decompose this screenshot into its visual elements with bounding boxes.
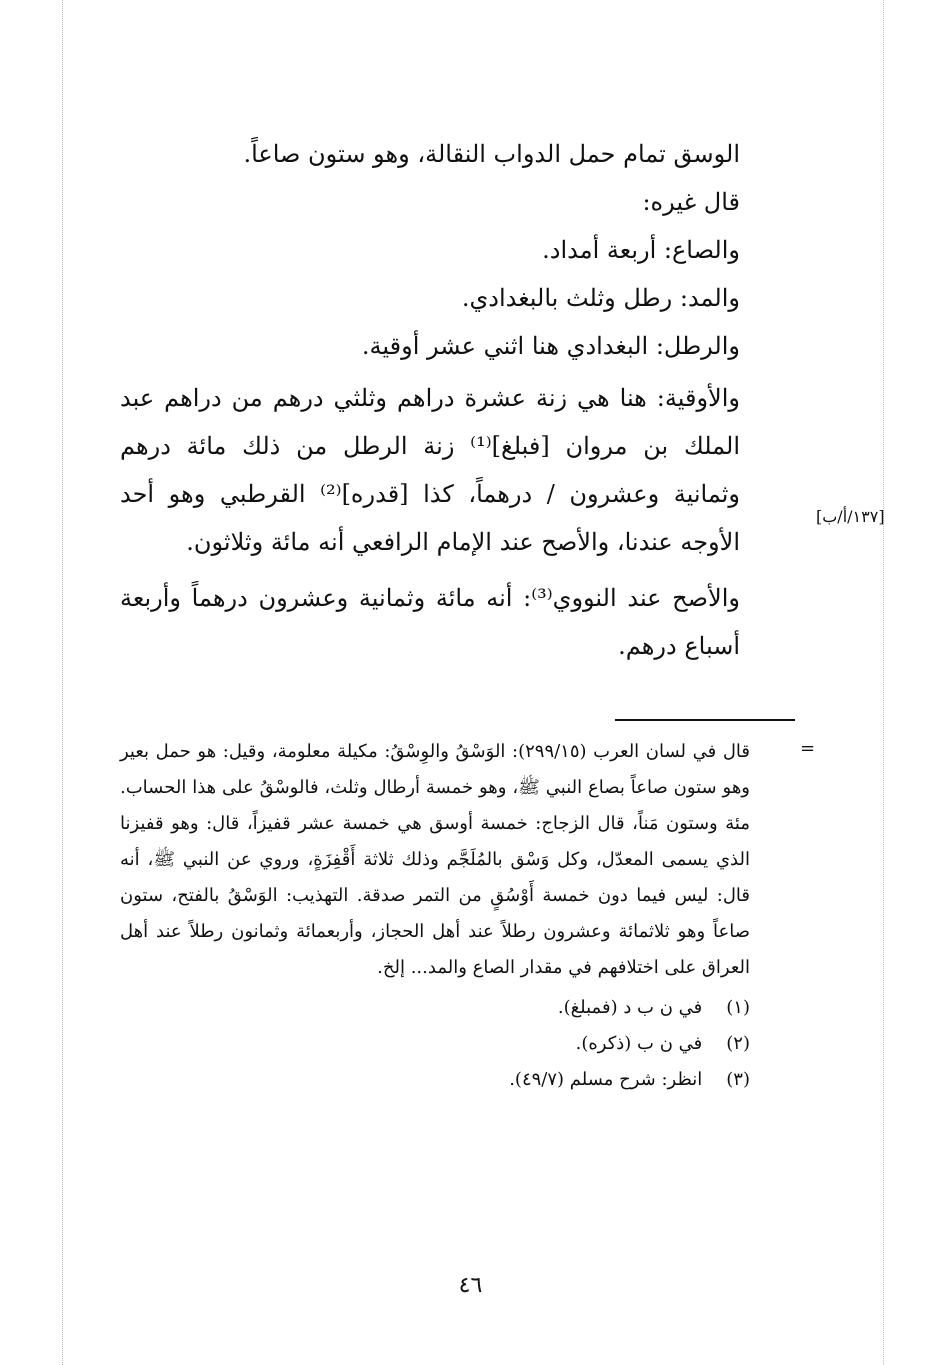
footnote-continuation-mark: =: [800, 738, 816, 759]
footnote-number: (٣): [726, 1069, 750, 1090]
main-text: [120, 130, 740, 670]
paragraph-nawawi: والأصح عند النووي⁽³⁾: أنه مائة وثمانية وعشرون درهماً وأربعة أسباع درهم.: [120, 584, 740, 660]
text-line-wasq: الوسق تمام حمل الدواب النقالة، وهو ستون صاعاً.: [243, 140, 740, 168]
footnote-text: في ن ب (ذكره).: [575, 1033, 703, 1054]
footnote-1: [120, 990, 750, 1026]
text-line-qal-ghairuh: قال غيره:: [642, 188, 740, 216]
paragraph-awqiya: والأوقية: هنا هي زنة عشرة دراهم وثلثي درهم من دراهم عبد الملك بن مروان [فبلغ]⁽¹⁾ زنة الرطل من ذلك مائة درهم وثمانية وعشرون / درهماً، كذا [قدره]⁽²⁾ القرطبي وهو أحد الأوجه عندنا، والأصح عند الإمام الرافعي أنه مائة وثلاثون.: [120, 384, 740, 556]
footnote-2: [120, 1026, 750, 1062]
scan-edge-right: [883, 0, 884, 1365]
footnotes: [120, 734, 750, 1098]
footnote-number: (٢): [726, 1033, 750, 1054]
footnote-separator: [615, 719, 795, 721]
footnote-text: في ن ب د (فمبلغ).: [557, 997, 703, 1018]
footnote-3: [120, 1062, 750, 1098]
text-line-sa: والصاع: أربعة أمداد.: [542, 236, 740, 264]
footnote-text: انظر: شرح مسلم (٤٩/٧).: [509, 1069, 703, 1090]
manuscript-folio-marker: [١٣٧/أ/ب]: [816, 507, 885, 526]
footnote-number: (١): [726, 997, 750, 1018]
page-number: ٤٦: [458, 1273, 483, 1298]
text-line-ratl: والرطل: البغدادي هنا اثني عشر أوقية.: [361, 332, 740, 360]
footnote-continued: قال في لسان العرب (٢٩٩/١٥): الوَسْقُ والوِسْقُ: مكيلة معلومة، وقيل: هو حمل بعير وهو ستون صاعاً بصاع النبي ﷺ، وهو خمسة أرطال وثلث، فالوسْقُ على هذا الحساب. مئة وستون مَناً، قال الزجاج: خمسة أوسق هي خمسة عشر قفيزاً، قال: وهو قفيزنا الذي يسمى المعدّل، وكل وَسْق بالمُلَجَّم وذلك ثلاثة أَقْفِزَةٍ، وروي عن النبي ﷺ، أنه قال: ليس فيما دون خمسة أَوْسُقٍ من التمر صدقة. التهذيب: الوَسْقُ بالفتح، ستون صاعاً وهو ثلاثمائة وعشرون رطلاً عند أهل الحجاز، وأربعمائة وثمانون رطلاً عند أهل العراق على اختلافهم في مقدار الصاع والمد... إلخ.: [120, 741, 750, 978]
scan-edge-left: [62, 0, 63, 1365]
text-line-mudd: والمد: رطل وثلث بالبغدادي.: [461, 284, 740, 312]
